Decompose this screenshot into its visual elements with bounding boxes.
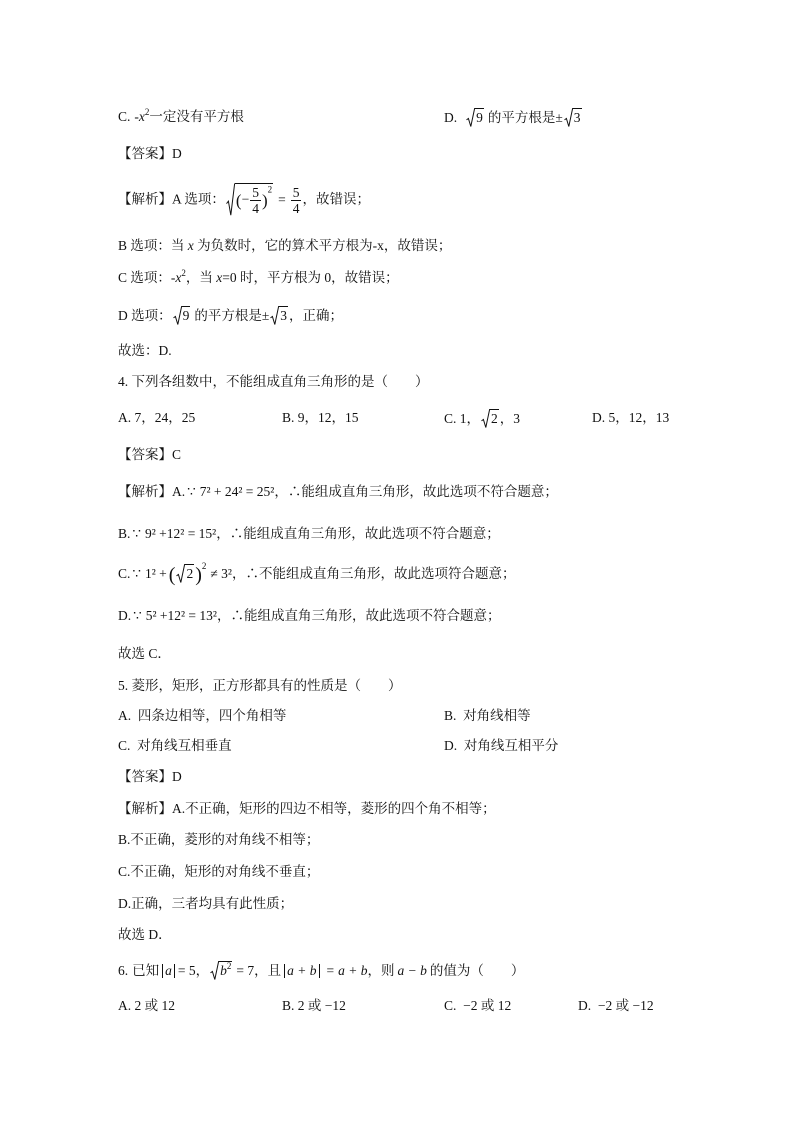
left-paren: (	[235, 191, 242, 210]
item-label: B.	[118, 526, 131, 541]
option-text: A. 四条边相等，四个角相等	[118, 708, 287, 723]
radicand: 9	[182, 308, 190, 323]
option-text: ，3	[499, 411, 521, 426]
conclusion-text: 故选：D.	[118, 343, 172, 358]
q5-analysis-a	[118, 800, 496, 818]
exponent: 2	[267, 184, 273, 195]
q5-analysis-c	[118, 863, 319, 881]
question-number: 6.	[118, 963, 129, 978]
analysis-suffix: ，故错误；	[302, 191, 370, 207]
right-paren: )	[195, 563, 202, 586]
radicand: 3	[280, 308, 288, 323]
q6-stem	[118, 961, 524, 980]
question-text: ，且	[254, 963, 282, 978]
q4-answer	[118, 446, 181, 464]
radical-sign-icon	[564, 108, 573, 127]
radical-sign-icon	[226, 183, 235, 216]
analysis-prefix: A 选项：	[172, 191, 225, 207]
analysis-text: ，当	[185, 270, 217, 285]
analysis-text: ，∴能组成直角三角形，故此选项不符合题意；	[216, 526, 500, 541]
exponent: 2	[181, 268, 186, 278]
option-label: C.	[118, 109, 131, 124]
analysis-text: ，∴能组成直角三角形，故此选项不符合题意；	[216, 608, 501, 623]
q4-conclusion	[118, 645, 171, 663]
option-text: B. 2 或 −12	[282, 998, 346, 1013]
item-label: C.	[118, 566, 131, 581]
q5-option-c	[118, 737, 232, 755]
analysis-tag: 【解析】	[118, 484, 172, 499]
analysis-text: ，∴能组成直角三角形，故此选项不符合题意；	[274, 484, 558, 499]
option-text: D. −2 或 −12	[578, 998, 654, 1013]
analysis-text: B.不正确，菱形的对角线不相等；	[118, 832, 320, 847]
minus-sign: −	[241, 191, 250, 207]
radical-sign-icon	[270, 306, 279, 325]
answer-tag: 【答案】	[118, 769, 172, 784]
question-text: 已知	[132, 963, 160, 978]
math-expression: 7² + 24² = 25²	[199, 484, 275, 499]
question-text: ，则	[367, 963, 395, 978]
option-text: A. 2 或 12	[118, 998, 175, 1013]
radicand: 9	[476, 110, 483, 125]
minus-sign: -	[134, 109, 139, 124]
q3-analysis-d	[118, 306, 343, 325]
option-text: C. −2 或 12	[444, 998, 512, 1013]
q4-analysis-a	[118, 483, 558, 501]
question-text: 5. 菱形，矩形，正方形都具有的性质是（ ）	[118, 678, 402, 693]
q3-answer	[118, 145, 182, 163]
item-label: D.	[118, 608, 132, 623]
numerator: 5	[252, 185, 259, 200]
analysis-tag: 【解析】	[118, 191, 172, 207]
q5-option-d	[444, 737, 558, 755]
variable-b: b	[220, 963, 227, 978]
square-root	[226, 183, 273, 216]
absolute-value: a + b	[284, 964, 319, 978]
fraction	[250, 185, 261, 216]
analysis-text: C 选项：-	[118, 270, 176, 285]
answer-value: D	[172, 769, 182, 784]
square-root	[466, 108, 484, 127]
answer-tag: 【答案】	[118, 146, 172, 161]
absolute-value: a	[162, 964, 175, 978]
q3-analysis-a	[118, 183, 370, 216]
math-expression: 5² +12² = 13²	[145, 608, 217, 623]
radicand: 2	[186, 566, 194, 581]
square-root	[270, 306, 288, 325]
square-root	[176, 564, 194, 583]
radicand-expression	[235, 183, 273, 216]
analysis-text: =0 时，平方根为 0，故错误；	[222, 270, 399, 285]
variable-x: x	[216, 270, 223, 285]
conclusion-text: 故选 C．	[118, 646, 171, 661]
q4-analysis-c	[118, 561, 516, 586]
math-expression: 1² +	[144, 566, 167, 581]
option-text: B. 9，12，15	[282, 410, 359, 425]
q3-conclusion	[118, 342, 172, 360]
conclusion-text: 故选 D．	[118, 927, 172, 942]
q5-stem	[118, 677, 402, 695]
denominator: 4	[252, 201, 259, 216]
radicand: 3	[573, 110, 581, 125]
option-label: D.	[444, 110, 458, 125]
q6-option-d	[578, 997, 654, 1015]
exponent: 2	[201, 561, 207, 571]
question-text: 4. 下列各组数中，不能组成直角三角形的是（ ）	[118, 374, 429, 389]
because-symbol: ∵	[187, 484, 196, 499]
q6-option-b	[282, 997, 346, 1015]
radicand-expression	[219, 961, 232, 978]
q3-analysis-c	[118, 269, 399, 287]
q4-option-b	[282, 409, 359, 427]
left-paren: (	[168, 563, 176, 586]
question-text: 的值为（ ）	[429, 963, 525, 978]
q5-option-a	[118, 707, 286, 725]
option-text: C. 1，	[444, 411, 481, 426]
option-text: B. 对角线相等	[444, 708, 531, 723]
q3-option-c	[118, 108, 244, 126]
math-expression: a − b	[397, 963, 427, 978]
radical-sign-icon	[173, 306, 182, 325]
analysis-text: D.正确，三者均具有此性质；	[118, 896, 294, 911]
because-symbol: ∵	[132, 526, 141, 541]
radical-sign-icon	[481, 409, 490, 428]
analysis-text: ，∴不能组成直角三角形，故此选项符合题意；	[231, 566, 516, 581]
analysis-text: 为负数时，它的算术平方根为-x，故错误；	[193, 238, 452, 253]
radical-sign-icon	[210, 961, 219, 980]
option-text: A. 7，24，25	[118, 410, 196, 425]
radical-sign-icon	[176, 564, 185, 583]
math-expression: = 5	[177, 963, 196, 978]
exponent: 2	[226, 961, 232, 971]
math-expression: 9² +12² = 15²	[144, 526, 217, 541]
analysis-text: ，正确；	[289, 308, 344, 323]
q4-stem	[118, 373, 429, 391]
variable-x: x	[138, 109, 145, 124]
fraction	[291, 185, 302, 216]
item-label: A.	[172, 484, 186, 499]
square-root	[564, 108, 582, 127]
answer-value: C	[172, 447, 182, 462]
equals-sign: =	[326, 963, 335, 978]
variable-x: x	[187, 238, 194, 253]
q4-analysis-b	[118, 525, 500, 543]
q4-option-c	[444, 409, 520, 428]
q5-answer	[118, 768, 182, 786]
option-text: D. 对角线互相平分	[444, 738, 559, 753]
analysis-tag: 【解析】	[118, 801, 172, 816]
option-text: 一定没有平方根	[149, 109, 244, 124]
q3-analysis-b	[118, 237, 451, 255]
square-root	[481, 409, 499, 428]
q4-option-a	[118, 409, 195, 427]
equals-sign: =	[278, 191, 286, 207]
exponent: 2	[144, 107, 150, 117]
because-symbol: ∵	[132, 566, 141, 581]
option-text: D. 5，12，13	[592, 410, 670, 425]
q5-analysis-b	[118, 831, 319, 849]
math-expression: = 7	[236, 963, 255, 978]
question-text: ，	[195, 963, 210, 978]
option-text: C. 对角线互相垂直	[118, 738, 232, 753]
analysis-text: C.不正确，矩形的对角线不垂直；	[118, 864, 320, 879]
q5-option-b	[444, 707, 531, 725]
analysis-text: A.不正确，矩形的四边不相等，菱形的四个角不相等；	[172, 801, 496, 816]
because-symbol: ∵	[133, 608, 142, 623]
q6-option-a	[118, 997, 175, 1015]
q4-analysis-d	[118, 607, 500, 625]
q3-option-d	[444, 108, 583, 127]
square-root	[173, 306, 191, 325]
q5-conclusion	[118, 926, 172, 944]
answer-tag: 【答案】	[118, 447, 172, 462]
right-paren: )	[261, 191, 268, 210]
denominator: 4	[292, 201, 300, 216]
option-text: 的平方根是±	[487, 110, 563, 125]
q6-option-c	[444, 997, 511, 1015]
q4-option-d	[592, 409, 669, 427]
square-root	[210, 961, 232, 980]
radical-sign-icon	[466, 108, 475, 127]
numerator: 5	[292, 185, 300, 200]
analysis-text: 的平方根是±	[194, 308, 270, 323]
answer-value: D	[172, 146, 182, 161]
radicand: 2	[491, 411, 498, 426]
variable-x: x	[175, 270, 182, 285]
analysis-text: B 选项：当	[118, 238, 188, 253]
q5-analysis-d	[118, 895, 293, 913]
math-expression: ≠ 3²	[210, 566, 232, 581]
math-expression: a + b	[338, 963, 368, 978]
analysis-text: D 选项：	[118, 308, 172, 323]
